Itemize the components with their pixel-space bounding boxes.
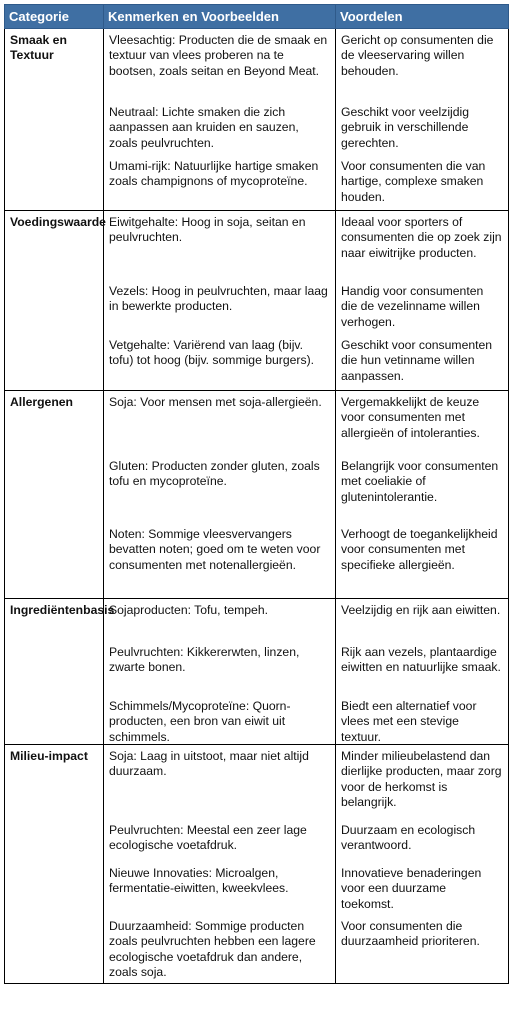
header-benefits: Voordelen (336, 5, 509, 29)
benefits-cell (336, 29, 509, 211)
benefit-text: Gericht op consumenten die de vleeservaring willen behouden. (341, 33, 494, 78)
benefit-text: Geschikt voor consumenten die hun vetinname willen aanpassen. (341, 338, 493, 383)
benefit-text: Voor consumenten die van hartige, complexe smaken houden. (341, 159, 486, 204)
feature-text: Neutraal: Lichte smaken die zich aanpassen aan kruiden en sauzen, zoals peulvruchten. (109, 105, 299, 150)
benefit-text: Belangrijk voor consumenten met coeliakie of glutenintolerantie. (341, 459, 499, 504)
benefit-text: Duurzaam en ecologisch verantwoord. (341, 823, 476, 853)
header-features: Kenmerken en Voorbeelden (104, 5, 336, 29)
category-cell: Allergenen (5, 391, 104, 599)
benefit-text: Veelzijdig en rijk aan eiwitten. (341, 603, 501, 617)
feature-text: Vleesachtig: Producten die de smaak en textuur van vlees proberen na te bootsen, zoals seitan en Beyond Meat. (109, 33, 328, 78)
features-cell (104, 599, 336, 745)
category-cell: Smaak en Textuur (5, 29, 104, 211)
features-cell (104, 391, 336, 599)
feature-text: Gluten: Producten zonder gluten, zoals tofu en mycoproteïne. (109, 459, 320, 489)
category-cell: Milieu-impact (5, 745, 104, 984)
feature-text: Soja: Laag in uitstoot, maar niet altijd duurzaam. (109, 749, 309, 779)
feature-text: Nieuwe Innovaties: Microalgen, fermentatie-eiwitten, kweekvlees. (109, 866, 289, 896)
feature-text: Peulvruchten: Meestal een zeer lage ecologische voetafdruk. (109, 823, 307, 853)
benefits-cell (336, 211, 509, 391)
benefits-cell (336, 599, 509, 745)
table-row (5, 745, 509, 984)
benefit-text: Verhoogt de toegankelijkheid voor consumenten met specifieke allergieën. (341, 527, 498, 572)
benefit-text: Innovatieve benaderingen voor een duurzame toekomst. (341, 866, 482, 911)
benefits-cell (336, 391, 509, 599)
header-category: Categorie (5, 5, 104, 29)
features-cell (104, 745, 336, 984)
feature-text: Peulvruchten: Kikkererwten, linzen, zwarte bonen. (109, 645, 300, 675)
category-cell: Ingrediëntenbasis (5, 599, 104, 745)
feature-text: Umami-rijk: Natuurlijke hartige smaken zoals champignons of mycoproteïne. (109, 159, 319, 189)
benefit-text: Minder milieubelastend dan dierlijke producten, maar zorg voor de herkomst is belangrijk. (341, 749, 502, 810)
features-cell (104, 29, 336, 211)
comparison-table (4, 4, 509, 984)
feature-text: Schimmels/Mycoproteïne: Quorn-producten, een bron van eiwit uit schimmels. (109, 699, 291, 744)
feature-text: Soja: Voor mensen met soja-allergieën. (109, 395, 322, 409)
feature-text: Vezels: Hoog in peulvruchten, maar laag in bewerkte producten. (109, 284, 328, 314)
benefit-text: Geschikt voor veelzijdig gebruik in verschillende gerechten. (341, 105, 470, 150)
feature-text: Duurzaamheid: Sommige producten zoals peulvruchten hebben een lagere ecologische voetafdruk dan andere, zoals soja. (109, 919, 316, 980)
feature-text: Eiwitgehalte: Hoog in soja, seitan en peulvruchten. (109, 215, 306, 245)
benefit-text: Handig voor consumenten die de vezelinname willen verhogen. (341, 284, 484, 329)
benefit-text: Biedt een alternatief voor vlees met een stevige textuur. (341, 699, 477, 744)
table-row (5, 599, 509, 745)
benefit-text: Rijk aan vezels, plantaardige eiwitten en natuurlijke smaak. (341, 645, 501, 675)
feature-text: Noten: Sommige vleesvervangers bevatten noten; goed om te weten voor consumenten met notenallergieën. (109, 527, 321, 572)
benefits-cell (336, 745, 509, 984)
benefit-text: Vergemakkelijkt de keuze voor consumenten met allergieën of intoleranties. (341, 395, 480, 440)
feature-text: Vetgehalte: Variërend van laag (bijv. tofu) tot hoog (bijv. sommige burgers). (109, 338, 315, 368)
benefit-text: Ideaal voor sporters of consumenten die op zoek zijn naar eiwitrijke producten. (341, 215, 502, 260)
table-header-row (5, 5, 509, 29)
features-cell (104, 211, 336, 391)
table-row (5, 211, 509, 391)
feature-text: Sojaproducten: Tofu, tempeh. (109, 603, 268, 617)
benefit-text: Voor consumenten die duurzaamheid prioriteren. (341, 919, 480, 949)
table-row (5, 391, 509, 599)
table-row (5, 29, 509, 211)
category-cell: Voedingswaarde (5, 211, 104, 391)
